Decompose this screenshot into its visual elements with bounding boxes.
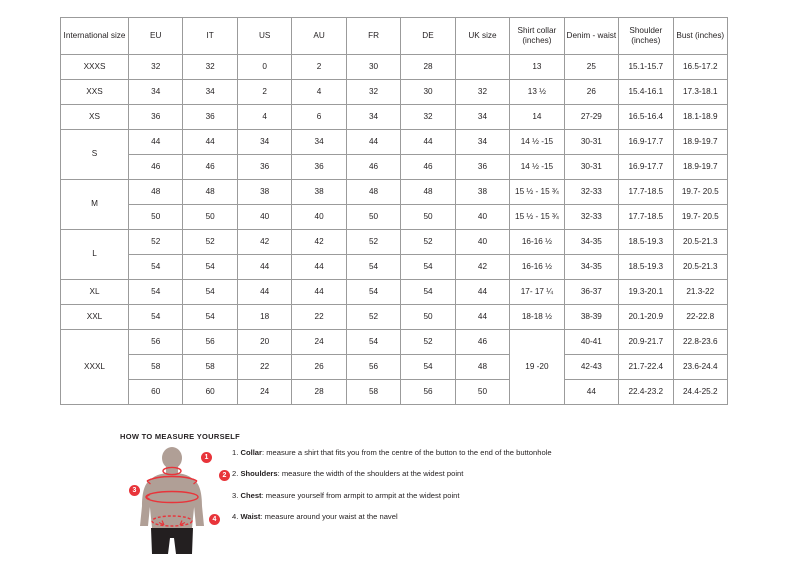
cell-1: 44 [183,130,237,155]
cell-4: 46 [346,155,400,180]
cell-10: 17.3-18.1 [673,80,727,105]
size-chart-table [60,17,728,405]
cell-10: 21.3-22 [673,280,727,305]
measure-note [232,512,772,522]
cell-10: 20.5-21.3 [673,255,727,280]
cell-10: 22.8-23.6 [673,330,727,355]
cell-4: 48 [346,180,400,205]
note-text: : measure around your waist at the navel [260,512,398,522]
cell-6: 40 [455,230,509,255]
cell-2: 44 [237,255,291,280]
cell-2: 24 [237,380,291,405]
cell-international-size: L [61,230,129,280]
cell-6: 34 [455,130,509,155]
cell-8: 34-35 [564,230,618,255]
cell-4: 56 [346,355,400,380]
cell-8: 32-33 [564,205,618,230]
cell-5: 48 [401,180,455,205]
cell-9: 15.4-16.1 [619,80,673,105]
cell-6: 40 [455,205,509,230]
cell-6: 46 [455,330,509,355]
cell-0: 46 [129,155,183,180]
cell-4: 52 [346,305,400,330]
note-term: Collar [240,448,262,457]
cell-9: 20.1-20.9 [619,305,673,330]
cell-3: 40 [292,205,346,230]
cell-3: 4 [292,80,346,105]
cell-5: 52 [401,330,455,355]
cell-1: 54 [183,255,237,280]
callout-bullet-3: 3 [129,485,140,496]
cell-7: 16-16 ½ [510,255,564,280]
cell-3: 6 [292,105,346,130]
cell-2: 42 [237,230,291,255]
cell-3: 28 [292,380,346,405]
cell-8: 25 [564,55,618,80]
table-row [61,205,728,230]
cell-9: 17.7-18.5 [619,205,673,230]
cell-5: 56 [401,380,455,405]
cell-0: 44 [129,130,183,155]
cell-6: 42 [455,255,509,280]
cell-8: 32-33 [564,180,618,205]
cell-5: 28 [401,55,455,80]
cell-international-size: XXXL [61,330,129,405]
cell-0: 54 [129,305,183,330]
cell-8: 44 [564,380,618,405]
cell-0: 36 [129,105,183,130]
cell-9: 16.5-16.4 [619,105,673,130]
measure-note [232,491,772,501]
cell-7: 19 -20 [510,330,564,405]
cell-7: 16-16 ½ [510,230,564,255]
body-figure-svg [120,446,240,564]
cell-0: 56 [129,330,183,355]
cell-6: 48 [455,355,509,380]
cell-1: 48 [183,180,237,205]
cell-9: 18.5-19.3 [619,255,673,280]
cell-4: 50 [346,205,400,230]
cell-6: 34 [455,105,509,130]
cell-0: 34 [129,80,183,105]
note-text: : measure a shirt that fits you from the centre of the button to the end of the buttonhole [262,448,552,457]
column-header-au: AU [292,18,346,55]
cell-5: 54 [401,355,455,380]
cell-3: 38 [292,180,346,205]
cell-7: 14 ½ -15 [510,130,564,155]
cell-8: 30-31 [564,155,618,180]
cell-8: 42-43 [564,355,618,380]
table-row [61,130,728,155]
cell-10: 18.9-19.7 [673,130,727,155]
cell-6: 50 [455,380,509,405]
cell-7: 15 ½ - 15 ¾ [510,205,564,230]
cell-1: 54 [183,280,237,305]
cell-4: 44 [346,130,400,155]
cell-3: 44 [292,255,346,280]
cell-3: 44 [292,280,346,305]
table-row [61,355,728,380]
cell-8: 40-41 [564,330,618,355]
cell-8: 36-37 [564,280,618,305]
cell-6 [455,55,509,80]
cell-9: 15.1-15.7 [619,55,673,80]
cell-international-size: XXS [61,80,129,105]
cell-5: 50 [401,305,455,330]
column-header-fr: FR [346,18,400,55]
cell-10: 23.6-24.4 [673,355,727,380]
cell-10: 16.5-17.2 [673,55,727,80]
table-body [61,55,728,405]
cell-2: 40 [237,205,291,230]
cell-5: 52 [401,230,455,255]
cell-8: 30-31 [564,130,618,155]
cell-1: 46 [183,155,237,180]
table-row [61,180,728,205]
note-term: Shoulders [240,469,278,479]
cell-5: 46 [401,155,455,180]
cell-2: 4 [237,105,291,130]
cell-2: 44 [237,280,291,305]
cell-5: 50 [401,205,455,230]
cell-4: 52 [346,230,400,255]
cell-3: 34 [292,130,346,155]
note-number: 2. [232,469,239,479]
table-row [61,380,728,405]
measure-note [232,469,772,479]
column-header-denim-waist: Denim - waist [564,18,618,55]
cell-6: 44 [455,280,509,305]
cell-9: 19.3-20.1 [619,280,673,305]
cell-2: 20 [237,330,291,355]
cell-4: 58 [346,380,400,405]
column-header-us: US [237,18,291,55]
cell-0: 54 [129,280,183,305]
cell-10: 20.5-21.3 [673,230,727,255]
cell-6: 44 [455,305,509,330]
cell-7: 18-18 ½ [510,305,564,330]
cell-international-size: XXL [61,305,129,330]
cell-7: 13 [510,55,564,80]
cell-2: 34 [237,130,291,155]
cell-8: 26 [564,80,618,105]
cell-7: 14 ½ -15 [510,155,564,180]
column-header-eu: EU [129,18,183,55]
cell-3: 42 [292,230,346,255]
cell-8: 34-35 [564,255,618,280]
cell-0: 50 [129,205,183,230]
cell-0: 52 [129,230,183,255]
cell-7: 14 [510,105,564,130]
cell-international-size: M [61,180,129,230]
cell-7: 13 ½ [510,80,564,105]
cell-2: 2 [237,80,291,105]
table-row [61,155,728,180]
column-header-de: DE [401,18,455,55]
note-number: 3. [232,490,239,500]
cell-1: 60 [183,380,237,405]
cell-6: 38 [455,180,509,205]
table-row [61,255,728,280]
cell-0: 60 [129,380,183,405]
note-text: : measure the width of the shoulders at the widest point [277,469,464,479]
table-row [61,105,728,130]
table-row [61,55,728,80]
cell-9: 20.9-21.7 [619,330,673,355]
cell-9: 22.4-23.2 [619,380,673,405]
column-header-shoulder: Shoulder (inches) [619,18,673,55]
cell-3: 22 [292,305,346,330]
cell-1: 36 [183,105,237,130]
cell-0: 54 [129,255,183,280]
cell-6: 32 [455,80,509,105]
cell-2: 18 [237,305,291,330]
table-row [61,80,728,105]
cell-international-size: XL [61,280,129,305]
cell-international-size: XXXS [61,55,129,80]
table-row [61,230,728,255]
cell-10: 19.7- 20.5 [673,180,727,205]
cell-0: 58 [129,355,183,380]
cell-2: 22 [237,355,291,380]
cell-10: 22-22.8 [673,305,727,330]
cell-8: 27-29 [564,105,618,130]
cell-5: 44 [401,130,455,155]
cell-7: 15 ½ - 15 ¾ [510,180,564,205]
column-header-bust: Bust (inches) [673,18,727,55]
cell-1: 52 [183,230,237,255]
callout-bullet-1: 1 [201,452,212,463]
note-term: Chest [240,490,262,500]
cell-1: 34 [183,80,237,105]
cell-0: 32 [129,55,183,80]
note-term: Waist [240,512,261,522]
cell-10: 24.4-25.2 [673,380,727,405]
cell-9: 16.9-17.7 [619,130,673,155]
cell-4: 54 [346,255,400,280]
cell-3: 2 [292,55,346,80]
cell-4: 54 [346,330,400,355]
note-number: 4. [232,512,239,522]
table-row [61,280,728,305]
cell-international-size: S [61,130,129,180]
cell-1: 32 [183,55,237,80]
note-number: 1. [232,448,239,457]
cell-3: 24 [292,330,346,355]
cell-2: 36 [237,155,291,180]
cell-8: 38-39 [564,305,618,330]
cell-1: 58 [183,355,237,380]
cell-4: 54 [346,280,400,305]
table-row [61,330,728,355]
callout-bullet-2: 2 [219,470,230,481]
cell-1: 50 [183,205,237,230]
cell-2: 38 [237,180,291,205]
cell-5: 54 [401,255,455,280]
callout-bullet-4: 4 [209,514,220,525]
cell-10: 18.9-19.7 [673,155,727,180]
column-header-it: IT [183,18,237,55]
measure-notes [232,448,772,533]
cell-9: 18.5-19.3 [619,230,673,255]
cell-10: 18.1-18.9 [673,105,727,130]
body-figure [120,446,240,564]
cell-7: 17- 17 ¼ [510,280,564,305]
cell-6: 36 [455,155,509,180]
how-to-measure-title: HOW TO MEASURE YOURSELF [120,432,240,441]
cell-international-size: XS [61,105,129,130]
cell-5: 32 [401,105,455,130]
cell-9: 17.7-18.5 [619,180,673,205]
cell-4: 32 [346,80,400,105]
column-header-international-size: International size [61,18,129,55]
note-text: : measure yourself from armpit to armpit at the widest point [261,490,460,500]
cell-2: 0 [237,55,291,80]
measure-illustration [60,446,760,561]
measure-note [232,448,772,458]
cell-1: 54 [183,305,237,330]
cell-1: 56 [183,330,237,355]
cell-4: 30 [346,55,400,80]
cell-9: 21.7-22.4 [619,355,673,380]
column-header-uk-size: UK size [455,18,509,55]
table-row [61,305,728,330]
cell-4: 34 [346,105,400,130]
cell-5: 54 [401,280,455,305]
cell-5: 30 [401,80,455,105]
column-header-shirt-collar: Shirt collar (inches) [510,18,564,55]
table-header-row [61,18,728,55]
cell-3: 36 [292,155,346,180]
cell-0: 48 [129,180,183,205]
cell-3: 26 [292,355,346,380]
cell-10: 19.7- 20.5 [673,205,727,230]
cell-9: 16.9-17.7 [619,155,673,180]
